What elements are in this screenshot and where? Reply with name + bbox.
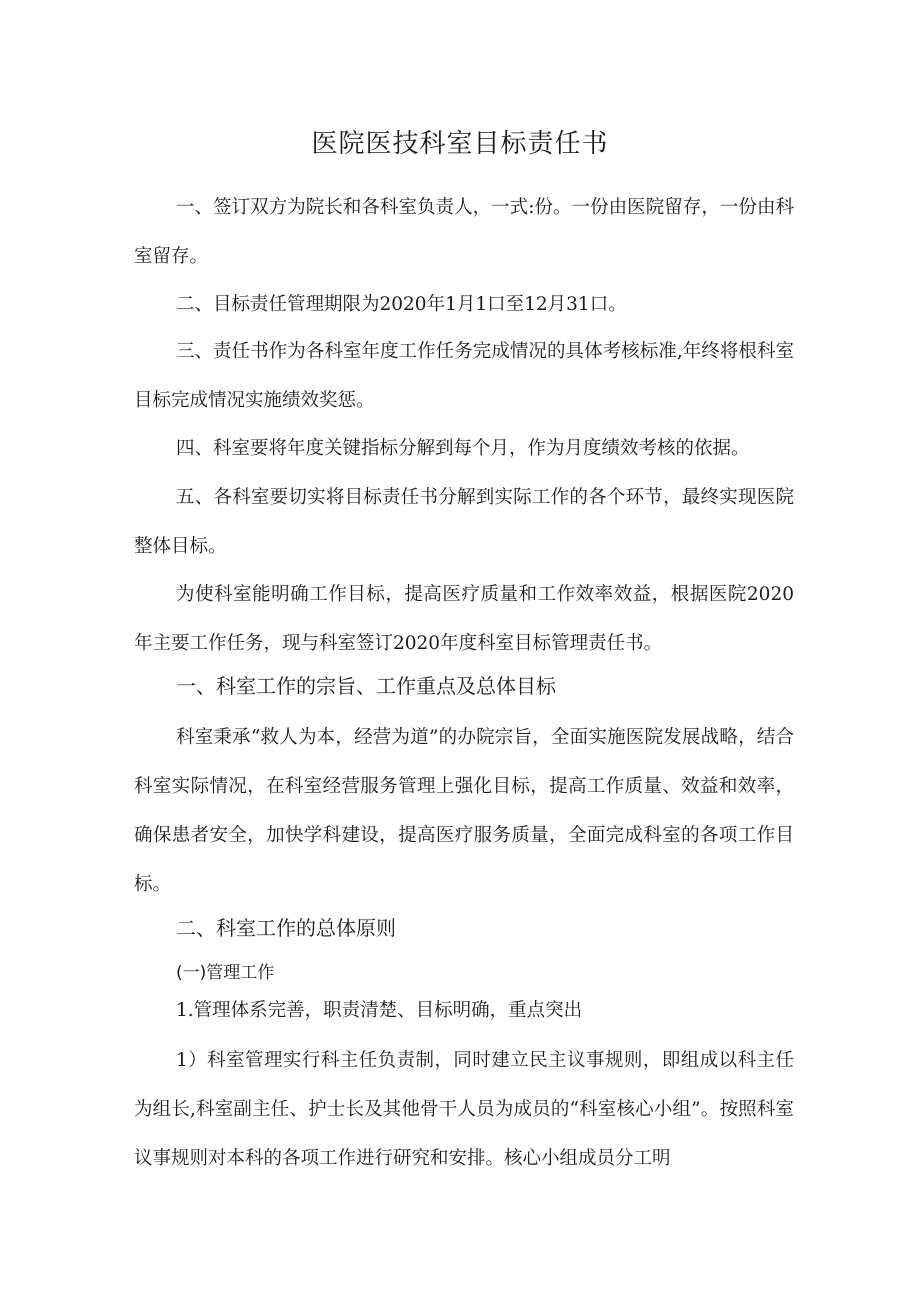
section-heading-1: 一、科室工作的宗旨、工作重点及总体目标 (176, 674, 556, 698)
section-1-body: 科室秉承“救人为本，经营为道”的办院宗旨，全面实施医院发展战略，结合科室实际情况，在科室经营服务管理上强化目标，提高工作质量、效益和效率，确保患者安全，加快学科建设，提高医疗服务质量，全面完成科室的各项工作目标。 (134, 727, 794, 895)
clause-4: 四、科室要将年度关键指标分解到每个月，作为月度绩效考核的依据。 (176, 438, 750, 459)
clause-1: 一、签订双方为院长和各科室负责人，一式:份。一份由医院留存，一份由科室留存。 (134, 197, 794, 267)
item-1-1: 1）科室管理实行科主任负责制，同时建立民主议事规则，即组成以科主任为组长,科室副主任、护士长及其他骨干人员为成员的“科室核心小组”。按照科室议事规则对本科的各项工作进行研究和安排。核心小组成员分工明 (134, 1050, 794, 1169)
document-title: 医院医技科室目标责任书 (311, 129, 609, 159)
clause-3: 三、责任书作为各科室年度工作任务完成情况的具体考核标准,年终将根科室目标完成情况实施绩效奖惩。 (134, 341, 794, 411)
subsection-heading: (一)管理工作 (176, 963, 275, 983)
section-heading-2: 二、科室工作的总体原则 (176, 916, 396, 940)
clause-2: 二、目标责任管理期限为2020年1月1口至12月31口。 (176, 294, 627, 315)
intro-paragraph: 为使科室能明确工作目标，提高医疗质量和工作效率效益，根据医院2020年主要工作任务，现与科室签订2020年度科室目标管理责任书。 (134, 584, 794, 654)
clause-5: 五、各科室要切实将目标责任书分解到实际工作的各个环节，最终实现医院整体目标。 (134, 487, 794, 557)
item-1: 1.管理体系完善，职责清楚、目标明确，重点突出 (176, 1000, 583, 1021)
